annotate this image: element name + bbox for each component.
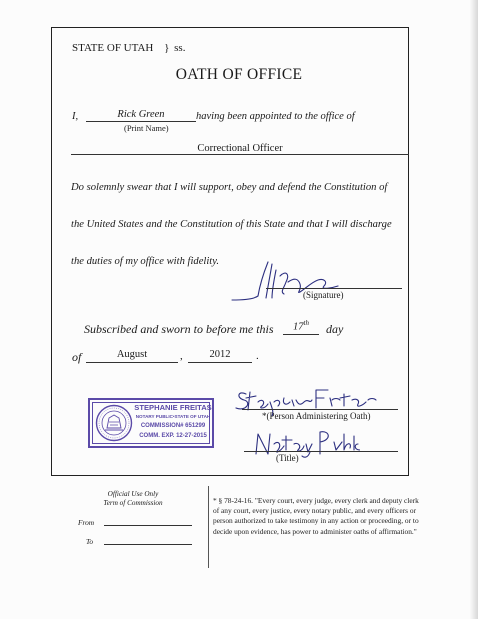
sworn-day-number: 17 — [293, 321, 304, 333]
date-period: . — [256, 350, 259, 362]
oath-text-line-1: Do solemnly swear that I will support, obey and defend the Constitution of — [71, 182, 388, 193]
print-name-value: Rick Green — [117, 109, 165, 120]
administrator-caption: *(Person Administering Oath) — [262, 411, 371, 421]
print-name-underline — [86, 121, 196, 122]
notary-name: STEPHANIE FREITAS — [134, 403, 212, 412]
utah-seal-icon — [95, 404, 133, 442]
title-underline — [244, 451, 398, 452]
oath-text-line-3: the duties of my office with fidelity. — [71, 256, 219, 267]
date-comma: , — [180, 350, 183, 362]
term-of-commission-label: Term of Commission — [103, 499, 163, 507]
sworn-month: August — [116, 349, 148, 360]
year-underline — [188, 362, 252, 363]
sworn-text: Subscribed and sworn to before me this — [84, 322, 274, 336]
commission-expiration: COMM. EXP. 12-27-2015 — [139, 433, 207, 439]
of-word: of — [72, 350, 82, 364]
administrator-signature-underline — [242, 409, 398, 410]
name-prefix: I, — [72, 111, 79, 122]
state-label: STATE OF UTAH — [72, 42, 154, 54]
appointment-text: having been appointed to the office of — [196, 111, 355, 122]
office-underline — [71, 154, 409, 155]
sworn-year: 2012 — [209, 349, 231, 360]
to-label: To — [86, 537, 94, 546]
office-title: Correctional Officer — [197, 143, 283, 154]
signature-underline — [266, 288, 402, 289]
month-underline — [86, 362, 178, 363]
to-underline — [104, 544, 192, 545]
sworn-day-field — [284, 319, 318, 333]
title-caption: (Title) — [276, 453, 299, 463]
print-name-caption: (Print Name) — [124, 123, 169, 133]
notary-title-signature — [250, 428, 360, 460]
ss-label: ss. — [174, 42, 186, 54]
notary-stamp — [88, 398, 214, 448]
state-bracket: } — [164, 42, 170, 54]
oath-text-line-2: the United States and the Constitution of this State and that I will discharge — [71, 219, 392, 230]
footer-divider — [208, 486, 209, 568]
signature-caption: (Signature) — [303, 290, 344, 300]
state-header — [72, 42, 185, 54]
day-underline — [283, 334, 319, 335]
scan-edge-shadow — [470, 0, 478, 619]
from-label: From — [78, 518, 95, 527]
statute-footnote: * § 78-24-16. "Every court, every judge, every clerk and deputy clerk of any court, every justice, every notary public, and every officers or person authorized to take testimony in any action or proceeding, or to decide upon evidence, has power to administer oaths of affirmation." — [213, 496, 419, 536]
day-word: day — [326, 322, 344, 336]
notary-public-line: NOTARY PUBLIC•STATE OF UTAH — [135, 414, 211, 419]
commission-number: COMMISSION# 651299 — [140, 423, 206, 429]
document-title: OATH OF OFFICE — [175, 66, 303, 83]
official-use-label: Official Use Only — [107, 490, 159, 498]
from-underline — [104, 525, 192, 526]
sworn-day-suffix: th — [303, 319, 309, 327]
